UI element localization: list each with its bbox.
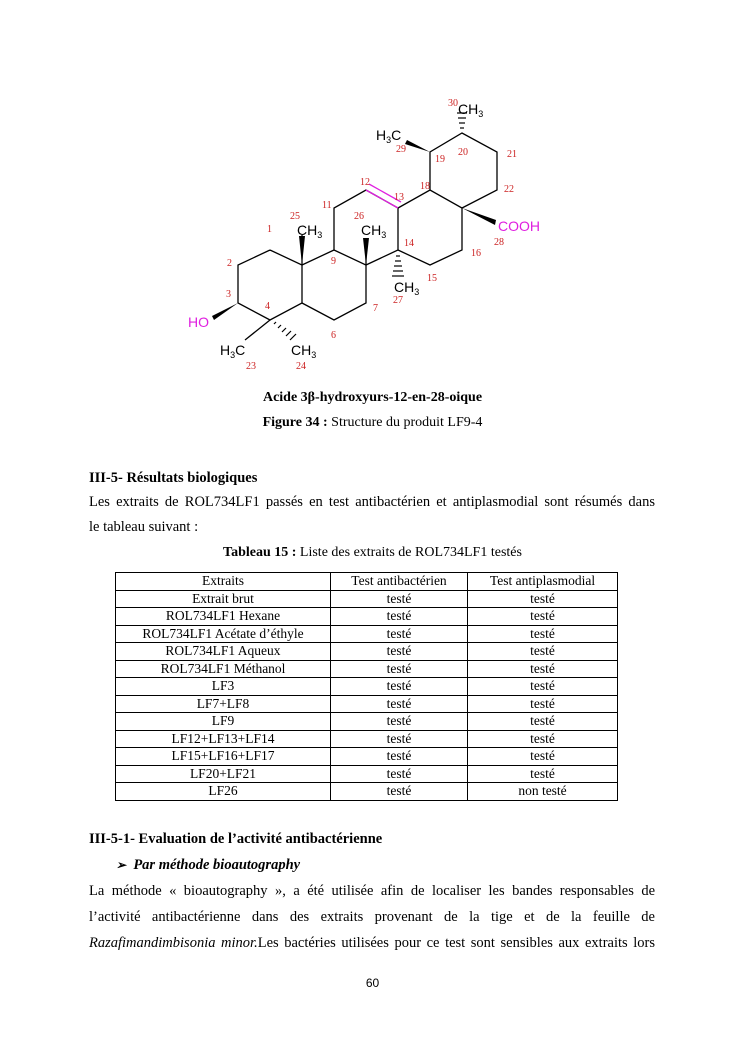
- header-antiplasmodial: Test antiplasmodial: [468, 573, 618, 591]
- cell-antibacterien: testé: [331, 783, 468, 801]
- figure-caption-label: Figure 34 :: [262, 415, 328, 430]
- svg-text:3: 3: [226, 289, 231, 300]
- svg-text:6: 6: [331, 330, 336, 341]
- cell-extrait: LF20+LF21: [116, 765, 331, 783]
- svg-text:9: 9: [331, 256, 336, 267]
- table-row: [116, 625, 618, 643]
- cell-antiplasmodial: testé: [468, 730, 618, 748]
- cell-extrait: LF15+LF16+LF17: [116, 748, 331, 766]
- cell-extrait: ROL734LF1 Hexane: [116, 608, 331, 626]
- cell-antibacterien: testé: [331, 695, 468, 713]
- figure-caption-text: Structure du produit LF9-4: [327, 415, 483, 430]
- table-row: [116, 660, 618, 678]
- table-row: [116, 730, 618, 748]
- svg-text:20: 20: [458, 147, 468, 158]
- svg-text:1: 1: [267, 224, 272, 235]
- svg-text:26: 26: [354, 211, 364, 222]
- svg-text:28: 28: [494, 237, 504, 248]
- carboxyl-label: COOH: [498, 218, 540, 234]
- svg-text:19: 19: [435, 154, 445, 165]
- cell-antibacterien: testé: [331, 590, 468, 608]
- table-row: [116, 643, 618, 661]
- cell-extrait: ROL734LF1 Aqueux: [116, 643, 331, 661]
- arrow-bullet-icon: ➢: [116, 858, 127, 872]
- table-caption-text: Liste des extraits de ROL734LF1 testés: [296, 545, 522, 560]
- body-line1: La méthode « bioautography », a été utilisée afin de localiser les bandes responsables de: [89, 883, 655, 899]
- extracts-table: [115, 572, 618, 801]
- cell-extrait: LF9: [116, 713, 331, 731]
- cell-extrait: ROL734LF1 Méthanol: [116, 660, 331, 678]
- svg-text:2: 2: [227, 258, 232, 269]
- cell-antiplasmodial: testé: [468, 748, 618, 766]
- cell-antibacterien: testé: [331, 713, 468, 731]
- cell-extrait: LF7+LF8: [116, 695, 331, 713]
- svg-text:11: 11: [322, 200, 332, 211]
- svg-text:13: 13: [394, 192, 404, 203]
- ch3-24-label: $CH_3$: [291, 342, 317, 360]
- svg-text:14: 14: [404, 238, 414, 249]
- table-row: [116, 765, 618, 783]
- cell-extrait: Extrait brut: [116, 590, 331, 608]
- table-row: [116, 713, 618, 731]
- svg-text:12: 12: [360, 177, 370, 188]
- svg-text:27: 27: [393, 295, 403, 306]
- cell-antibacterien: testé: [331, 748, 468, 766]
- svg-text:22: 22: [504, 184, 514, 195]
- svg-text:21: 21: [507, 149, 517, 160]
- cell-antibacterien: testé: [331, 643, 468, 661]
- ch3-26-label: $CH_3$: [361, 222, 387, 240]
- cell-extrait: LF12+LF13+LF14: [116, 730, 331, 748]
- subsection-heading: III-5-1- Evaluation de l’activité antibactérienne: [89, 831, 383, 847]
- section-heading: III-5- Résultats biologiques: [89, 470, 258, 486]
- cell-antibacterien: testé: [331, 625, 468, 643]
- table-row: [116, 590, 618, 608]
- bullet-item: [116, 853, 300, 877]
- ch3-25-label: $CH_3$: [297, 222, 323, 240]
- svg-text:23: 23: [246, 361, 256, 372]
- cell-antiplasmodial: testé: [468, 695, 618, 713]
- table-row: [116, 748, 618, 766]
- species-name: Razafimandimbisonia minor.: [89, 935, 258, 951]
- svg-text:24: 24: [296, 361, 306, 372]
- table-caption: [0, 545, 745, 561]
- cell-antiplasmodial: testé: [468, 678, 618, 696]
- table-row: [116, 783, 618, 801]
- svg-text:25: 25: [290, 211, 300, 222]
- table-caption-label: Tableau 15 :: [223, 545, 297, 560]
- svg-text:18: 18: [420, 181, 430, 192]
- bullet-text: Par méthode bioautography: [133, 857, 301, 873]
- cell-antiplasmodial: testé: [468, 765, 618, 783]
- cell-antibacterien: testé: [331, 765, 468, 783]
- ch3-27-label: $CH_3$: [394, 279, 420, 297]
- cell-antiplasmodial: testé: [468, 608, 618, 626]
- table-row: [116, 678, 618, 696]
- header-antibacterien: Test antibactérien: [331, 573, 468, 591]
- chemical-structure-diagram: [180, 88, 560, 378]
- compound-name: Acide 3β-hydroxyurs-12-en-28-oique: [262, 390, 483, 405]
- body-line2: l’activité antibactérienne dans des extraits provenant de la tige et de la feuille de: [89, 909, 655, 925]
- cell-extrait: LF3: [116, 678, 331, 696]
- figure-caption: [0, 415, 745, 431]
- section-paragraph-line2: le tableau suivant :: [89, 519, 199, 535]
- cell-antibacterien: testé: [331, 678, 468, 696]
- section-paragraph-line1: Les extraits de ROL734LF1 passés en test antibactérien et antiplasmodial sont résumés dans: [89, 494, 655, 510]
- cell-antibacterien: testé: [331, 730, 468, 748]
- cell-antiplasmodial: testé: [468, 643, 618, 661]
- body-line3: [89, 931, 655, 955]
- h3c-23-label: $H_3C$: [220, 342, 246, 360]
- cell-antiplasmodial: testé: [468, 713, 618, 731]
- h3c-29-label: $H_3C$: [376, 127, 402, 145]
- ch3-30-label: $CH_3$: [458, 101, 484, 119]
- cell-extrait: ROL734LF1 Acétate d’éthyle: [116, 625, 331, 643]
- cell-antiplasmodial: testé: [468, 590, 618, 608]
- cell-antibacterien: testé: [331, 660, 468, 678]
- body-line3-rest: Les bactéries utilisées pour ce test sont sensibles aux extraits lors: [257, 935, 656, 951]
- hydroxyl-label: HO: [188, 314, 209, 330]
- svg-text:16: 16: [471, 248, 481, 259]
- table-row: [116, 608, 618, 626]
- cell-antiplasmodial: testé: [468, 660, 618, 678]
- cell-extrait: LF26: [116, 783, 331, 801]
- wedge-bonds: [212, 140, 496, 320]
- cell-antibacterien: testé: [331, 608, 468, 626]
- table-header-row: [116, 573, 618, 591]
- svg-text:30: 30: [448, 98, 458, 109]
- svg-text:7: 7: [373, 303, 378, 314]
- table-row: [116, 695, 618, 713]
- svg-text:29: 29: [396, 144, 406, 155]
- header-extraits: Extraits: [116, 573, 331, 591]
- svg-text:4: 4: [265, 301, 270, 312]
- svg-text:15: 15: [427, 273, 437, 284]
- cell-antiplasmodial: testé: [468, 625, 618, 643]
- cell-antiplasmodial: non testé: [468, 783, 618, 801]
- page-number: 60: [365, 976, 380, 990]
